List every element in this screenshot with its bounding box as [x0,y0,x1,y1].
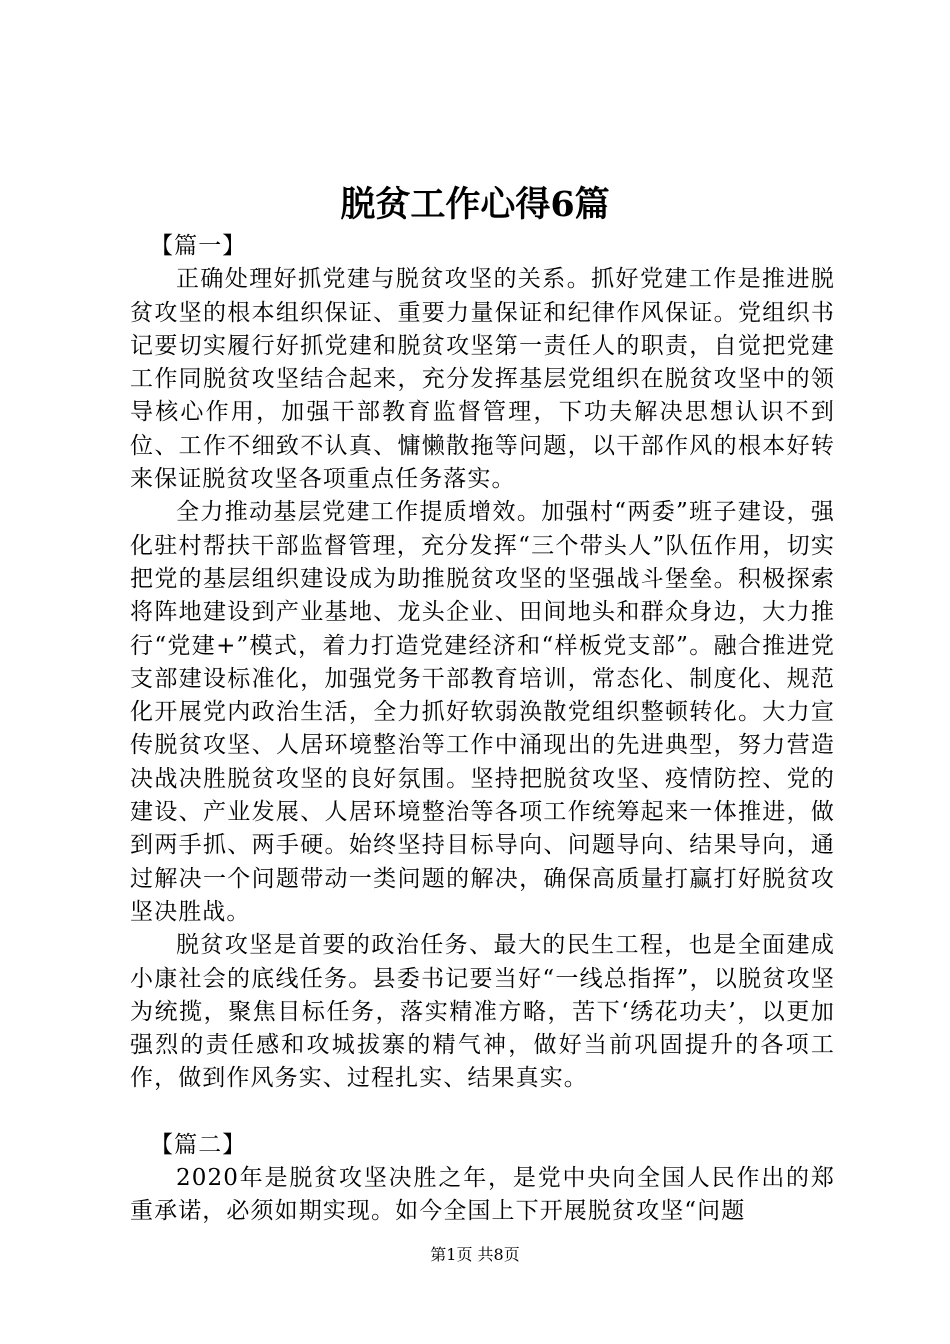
body-paragraph: 2020年是脱贫攻坚决胜之年，是党中央向全国人民作出的郑重承诺，必须如期实现。如今全国上下开展脱贫攻坚“问题 [130,1165,835,1225]
section-label: 【篇一】 [150,233,247,259]
section-spacer [130,1096,835,1129]
body-paragraph: 正确处理好抓党建与脱贫攻坚的关系。抓好党建工作是推进脱贫攻坚的根本组织保证、重要力量保证和纪律作风保证。党组织书记要切实履行好抓党建和脱贫攻坚第一责任人的职责，自觉把党建工作同脱贫攻坚结合起来，充分发挥基层党组织在脱贫攻坚中的领导核心作用，加强干部教育监督管理，下功夫解决思想认识不到位、工作不细致不认真、慵懒散拖等问题，以干部作风的根本好转来保证脱贫攻坚各项重点任务落实。 [130,266,835,493]
section-2 [130,1129,835,1229]
document-body [130,230,835,1229]
body-paragraph: 全力推动基层党建工作提质增效。加强村“两委”班子建设，强化驻村帮扶干部监督管理，充分发挥“三个带头人”队伍作用，切实把党的基层组织建设成为助推脱贫攻坚的坚强战斗堡垒。积极探索将阵地建设到产业基地、龙头企业、田间地头和群众身边，大力推行“党建+”模式，着力打造党建经济和“样板党支部”。融合推进党支部建设标准化，加强党务干部教育培训，常态化、制度化、规范化开展党内政治生活，全力抓好软弱涣散党组织整顿转化。大力宣传脱贫攻坚、人居环境整治等工作中涌现出的先进典型，努力营造决战决胜脱贫攻坚的良好氛围。坚持把脱贫攻坚、疫情防控、党的建设、产业发展、人居环境整治等各项工作统筹起来一体推进，做到两手抓、两手硬。始终坚持目标导向、问题导向、结果导向，通过解决一个问题带动一类问题的解决，确保高质量打赢打好脱贫攻坚决胜战。 [130,499,835,925]
section-label: 【篇二】 [150,1131,247,1158]
body-paragraph: 脱贫攻坚是首要的政治任务、最大的民生工程，也是全面建成小康社会的底线任务。县委书记要当好“一线总指挥”，以脱贫攻坚为统揽，聚焦目标任务，落实精准方略，苦下‘绣花功夫’，以更加强烈的责任感和攻城拔寨的精气神，做好当前巩固提升的各项工作，做到作风务实、过程扎实、结果真实。 [130,932,835,1092]
section-1 [130,230,835,1096]
document-title: 脱贫工作心得6篇 [340,184,610,225]
page-footer: 第1页 共8页 [430,1245,520,1264]
